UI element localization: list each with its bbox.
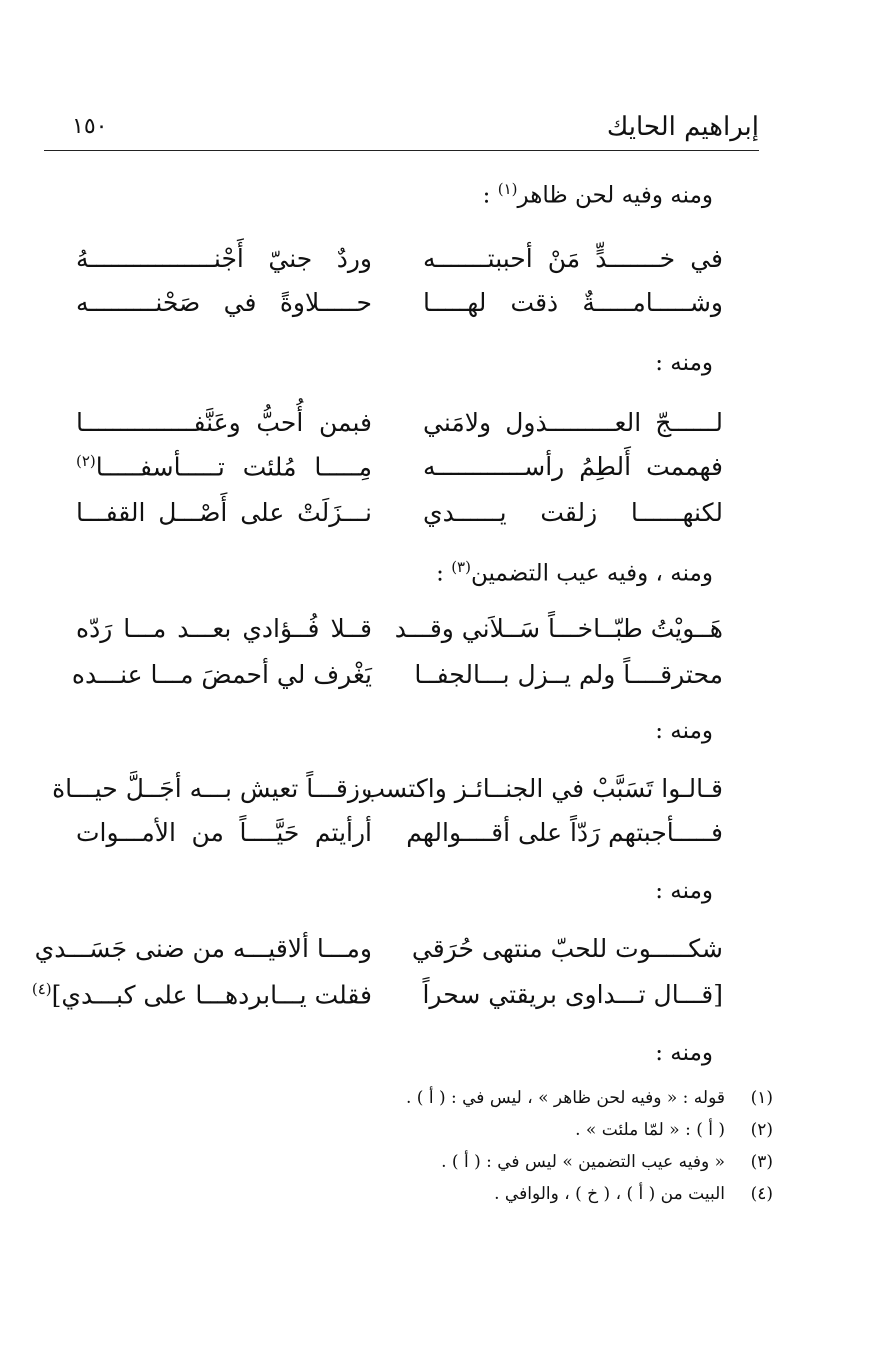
verse-line: [0, 244, 873, 284]
section-intro: ومنه :: [655, 718, 713, 744]
verse-line: [0, 934, 873, 974]
verse-second-hemistich: يَغْرف لي أحمضَ مـــا عنـــده: [71, 660, 372, 689]
verse-line: [0, 660, 873, 700]
verse-line: [0, 818, 873, 858]
section-intro: ومنه وفيه لحن ظاهر$^{(١)}$ :: [482, 180, 713, 209]
verse-second-hemistich: رزقـــاً تعيش بـــه أجَــلَّ حيـــاة: [52, 774, 372, 803]
verse-first-hemistich: [قـــال تـــداوى بريقتي سحراً: [422, 980, 723, 1009]
verse-line: [0, 774, 873, 814]
running-title: إبراهيم الحايك: [606, 112, 759, 142]
section-intro: ومنه :: [655, 878, 713, 904]
verse-line: [0, 452, 873, 492]
verse-first-hemistich: لــــــجّ العـــــــــذول ولامَني: [423, 408, 723, 437]
verse-line: [0, 980, 873, 1020]
verse-first-hemistich: لكنهــــــا زلقت يــــــدي: [423, 498, 723, 527]
footnote-number: (٢): [750, 1120, 773, 1140]
verse-line: [0, 288, 873, 328]
footnote-number: (١): [750, 1088, 773, 1108]
footnote-text: قوله : « وفيه لحن ظاهر » ، ليس في : ( أ ) .: [406, 1088, 725, 1108]
footnote-number: (٤): [750, 1184, 773, 1204]
verse-second-hemistich: فقلت يـــابردهـــا على كبـــدي]$^{(٤)}$: [31, 980, 372, 1010]
page-number: ١٥٠: [72, 114, 108, 139]
footnote-text: البيت من ( أ ) ، ( خ ) ، والوافي .: [494, 1184, 725, 1204]
verse-second-hemistich: مِـــــا مُلئت تـــــأسفـــــا$^{(٢)}$: [76, 452, 372, 482]
verse-line: [0, 408, 873, 448]
section-intro: ومنه ، وفيه عيب التضمين$^{(٣)}$ :: [436, 558, 713, 587]
verse-first-hemistich: وشـــــامـــــةٌ ذقت لهـــــا: [423, 288, 723, 317]
verse-first-hemistich: في خـــــــدٍّ مَنْ أحببتـــــــه: [423, 244, 723, 273]
running-header: [44, 110, 759, 151]
verse-second-hemistich: أرأيتم حَيَّــــاً من الأمـــوات: [76, 818, 372, 847]
verse-first-hemistich: فـــــأجبتهم رَدّاً على أقــــوالهم: [406, 818, 723, 847]
footnote-ref: (٤): [31, 980, 52, 998]
section-intro: ومنه :: [655, 350, 713, 376]
verse-first-hemistich: شكـــــوت للحبّ منتهى حُرَقي: [411, 934, 723, 963]
verse-first-hemistich: قـالـوا تَسَبَّبْ في الجنــائـز واكتسب: [361, 774, 723, 803]
verse-first-hemistich: محترقــــاً ولم يــزل بـــالجفــا: [414, 660, 723, 689]
footnote-ref: (٢): [76, 452, 96, 470]
verse-second-hemistich: وردٌ جنيّ أَجْنـــــــــــــــــهُ: [76, 244, 372, 273]
verse-second-hemistich: حـــــلاوةً في صَحْنـــــــــه: [76, 288, 372, 317]
verse-line: [0, 614, 873, 654]
verse-second-hemistich: قــلا فُــؤادي بعـــد مـــا رَدّه: [76, 614, 372, 643]
verse-first-hemistich: هَــويْتُ طبّــاخـــاً سَــلاَني وقـــد: [394, 614, 723, 643]
footnote-text: ( أ ) : « لمّا ملئت » .: [575, 1120, 725, 1140]
verse-second-hemistich: نـــزَلَتْ على أَصْـــل القفـــا: [76, 498, 372, 527]
footnote-number: (٣): [750, 1152, 773, 1172]
footnote-ref: (٣): [451, 558, 471, 576]
footnote-text: « وفيه عيب التضمين » ليس في : ( أ ) .: [441, 1152, 725, 1172]
verse-second-hemistich: فبمن أُحبُّ وعَنَّفـــــــــــــــا: [76, 408, 372, 437]
verse-line: [0, 498, 873, 538]
footnote-ref: (١): [497, 180, 518, 198]
section-intro: ومنه :: [655, 1040, 713, 1066]
verse-first-hemistich: فهممت أَلطِمُ رأســــــــــــه: [423, 452, 723, 481]
verse-second-hemistich: ومـــا ألاقيـــه من ضنى جَسَـــدي: [34, 934, 372, 963]
